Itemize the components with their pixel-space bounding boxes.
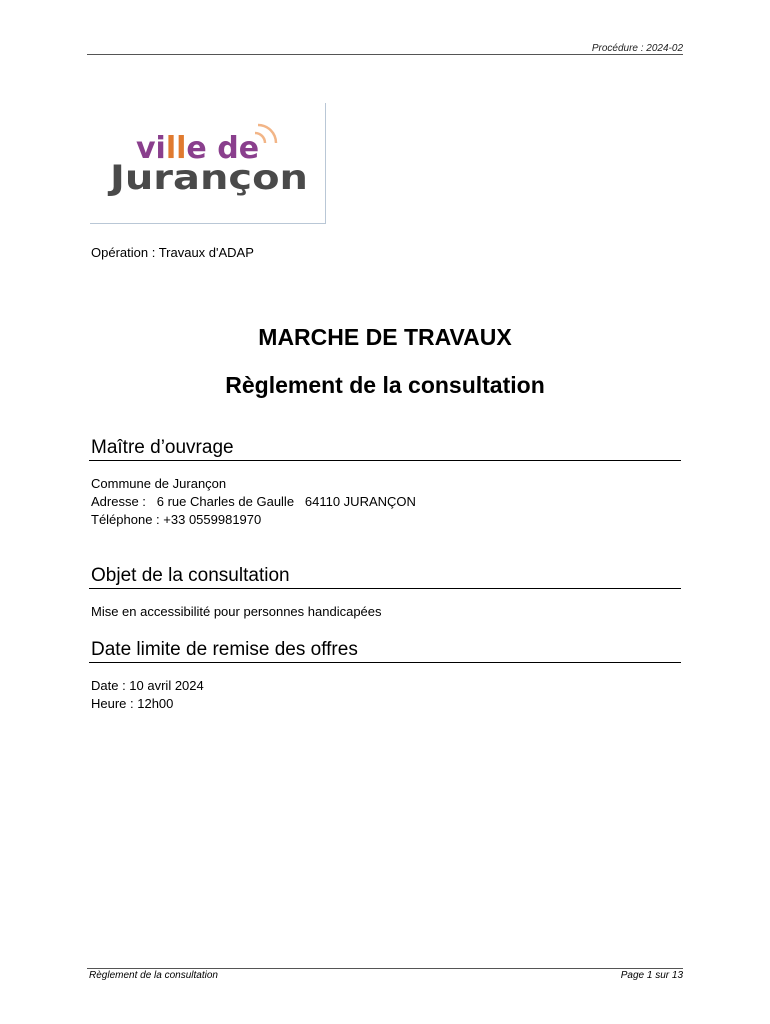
footer-rule <box>87 968 683 969</box>
maitre-phone: Téléphone : +33 0559981970 <box>91 512 262 527</box>
logo-line2: Jurançon <box>107 158 309 198</box>
section-heading-maitre: Maître d’ouvrage <box>91 437 234 458</box>
deadline-date: Date : 10 avril 2024 <box>91 678 204 693</box>
section-rule <box>89 460 681 461</box>
section-heading-date: Date limite de remise des offres <box>91 639 358 660</box>
ville-de-jurancon-logo <box>90 103 326 224</box>
section-rule <box>89 662 681 663</box>
maitre-address: Adresse : 6 rue Charles de Gaulle 64110 JURANÇON <box>91 494 416 509</box>
logo-line1: ville de <box>136 131 260 166</box>
page-number: Page 1 sur 13 <box>620 970 683 981</box>
document-subtitle: Règlement de la consultation <box>225 372 545 398</box>
objet-text: Mise en accessibilité pour personnes handicapées <box>91 604 382 619</box>
section-heading-objet: Objet de la consultation <box>91 565 290 586</box>
document-title: MARCHE DE TRAVAUX <box>258 324 512 350</box>
operation-line: Opération : Travaux d'ADAP <box>91 245 254 260</box>
section-rule <box>89 588 681 589</box>
header-reference: Procédure : 2024-02 <box>591 43 683 54</box>
deadline-time: Heure : 12h00 <box>91 696 174 711</box>
footer-title: Règlement de la consultation <box>89 970 218 981</box>
header-rule <box>87 54 683 55</box>
logo-graphic <box>90 103 326 224</box>
maitre-name: Commune de Jurançon <box>91 476 227 491</box>
